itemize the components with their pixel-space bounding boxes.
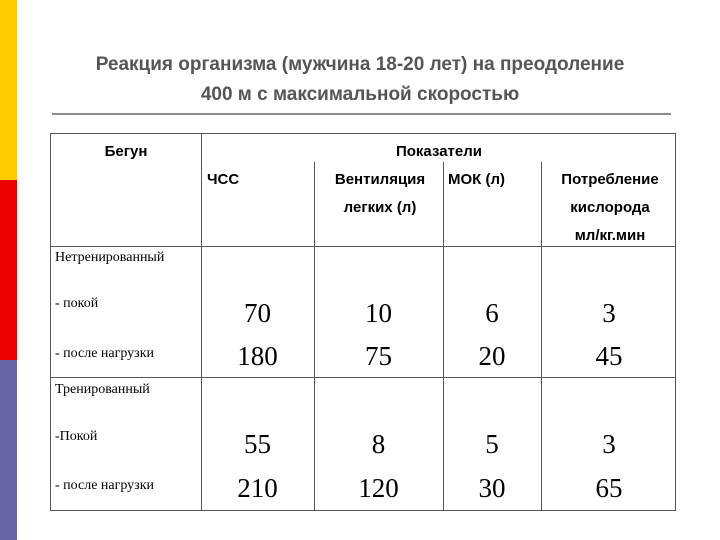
value-cell: 20	[478, 341, 506, 371]
value-cell: 180	[237, 341, 278, 371]
row-label-after-load: - после нагрузки	[55, 478, 155, 493]
column-header-cardiac-output: МОК (л)	[448, 171, 506, 188]
value-cell: 10	[365, 298, 392, 328]
row-label-rest: - покой	[55, 296, 99, 311]
group-trained: Тренированный	[55, 382, 150, 397]
value-cell: 55	[244, 429, 271, 459]
slide-title	[40, 50, 680, 110]
table-divider	[51, 377, 675, 378]
row-label-rest: -Покой	[55, 429, 98, 444]
value-cell: 45	[595, 341, 623, 371]
value-cell: 8	[371, 429, 386, 459]
column-header-oxygen-consumption: Потребление кислорода мл/кг.мин	[561, 171, 659, 244]
accent-stripe-red	[0, 180, 17, 360]
value-cell: 210	[237, 473, 278, 503]
value-cell: 75	[365, 341, 392, 371]
title-underline	[52, 113, 671, 115]
value-cell: 5	[485, 429, 499, 459]
data-table	[50, 133, 676, 511]
value-cell: 3	[602, 429, 616, 459]
accent-stripe-yellow	[0, 0, 17, 180]
value-cell: 3	[602, 298, 616, 328]
column-header-heart-rate: ЧСС	[207, 171, 240, 188]
value-cell: 120	[358, 473, 399, 503]
header-runner: Бегун	[104, 143, 148, 160]
row-label-after-load: - после нагрузки	[55, 346, 155, 361]
title-line-2: 400 м с максимальной скоростью	[200, 84, 520, 105]
value-cell: 65	[595, 473, 623, 503]
value-cell: 70	[244, 298, 271, 328]
value-cell: 6	[485, 298, 499, 328]
accent-stripe-purple	[0, 360, 17, 540]
value-cell: 30	[478, 473, 506, 503]
header-indicators: Показатели	[395, 143, 482, 160]
group-untrained: Нетренированный	[55, 250, 165, 265]
column-header-ventilation: Вентиляция легких (л)	[334, 171, 426, 216]
title-line-1: Реакция организма (мужчина 18-20 лет) на преодоление	[95, 54, 625, 75]
